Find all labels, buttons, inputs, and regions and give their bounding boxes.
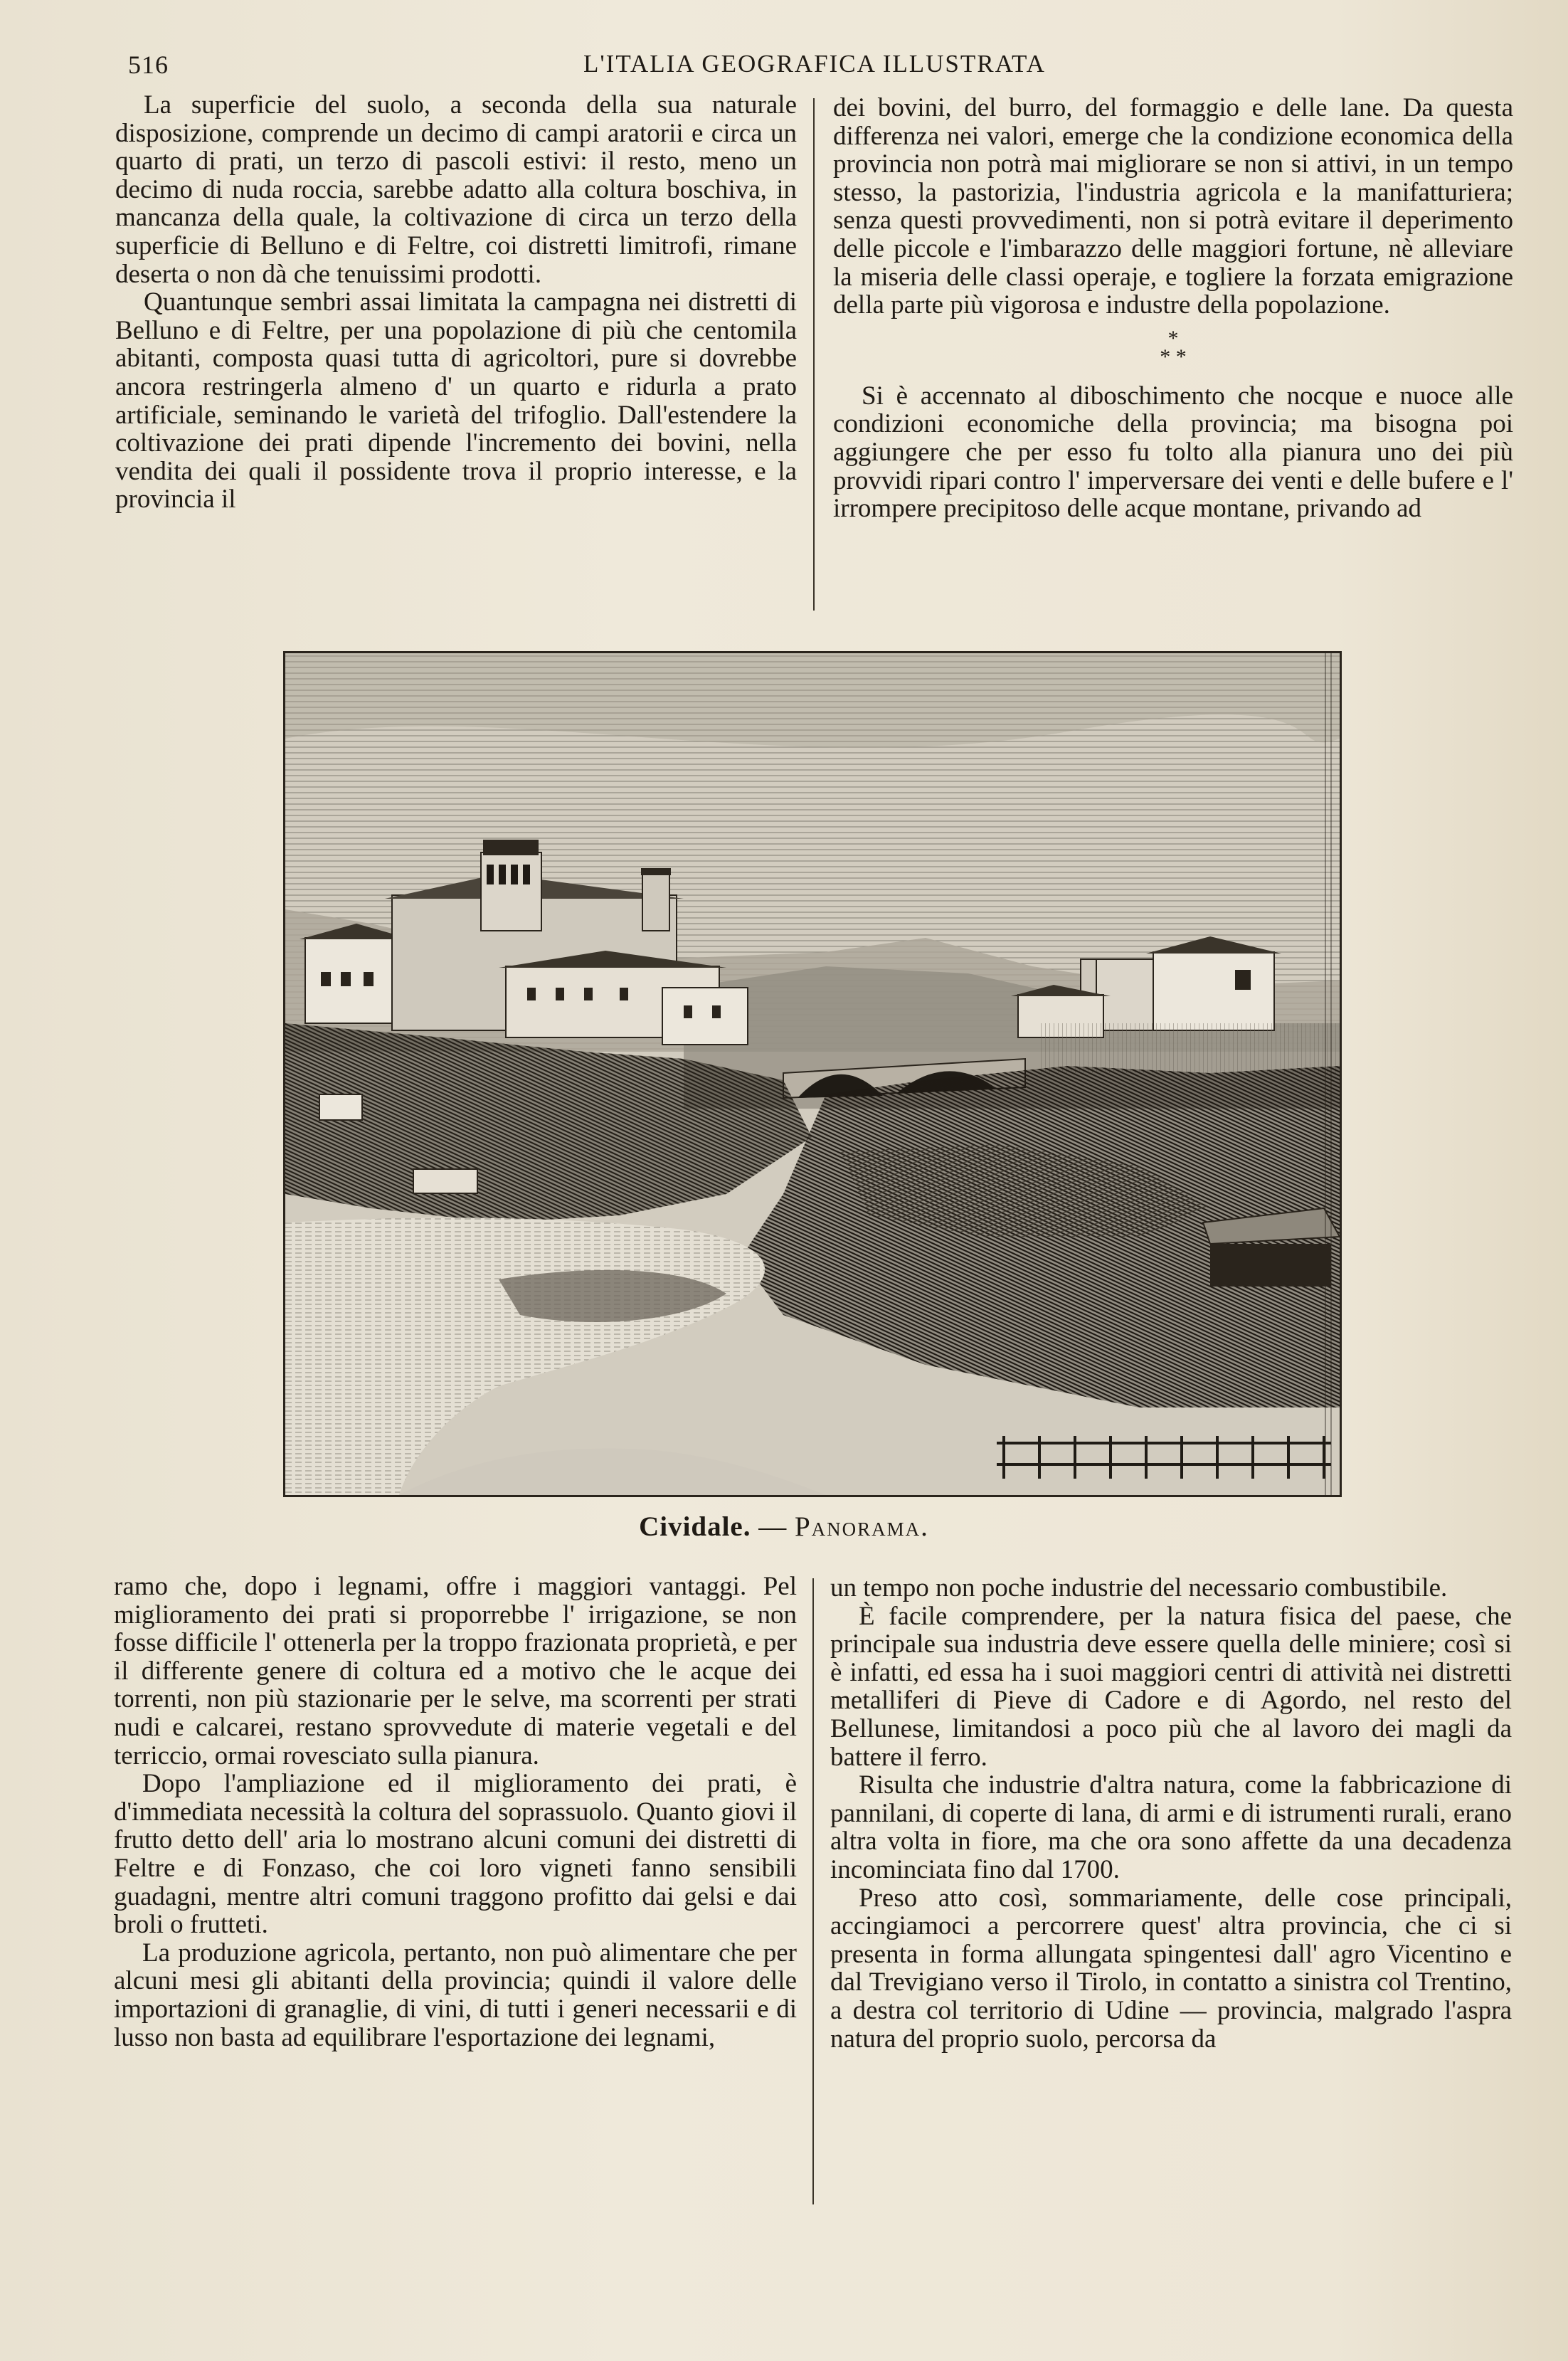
paragraph: La produzione agricola, pertanto, non può alimentare che per alcuni mesi gli abitanti della provincia; quindi il valore delle importazioni di granaglie, di vini, di tutti i generi necessarii e di lusso non basta ad equilibrare l'esportazione dei legnami, — [114, 1938, 797, 2052]
paragraph: Si è accennato al diboschimento che nocque e nuoce alle condizioni economiche della provincia; ma bisogna poi aggiungere che per esso fu tolto alla pianura uno dei più provvidi ripari contro l' imperversare dei venti e delle bufere e l' irrompere precipitoso delle acque montane, privando ad — [833, 381, 1513, 524]
running-title: L'ITALIA GEOGRAFICA ILLUSTRATA — [583, 50, 1046, 78]
caption-dash: — — [751, 1511, 795, 1542]
caption-subject: Panorama. — [794, 1511, 929, 1542]
cividale-panorama-engraving — [283, 651, 1342, 1497]
paragraph: Dopo l'ampliazione ed il miglioramento dei prati, è d'immediata necessità la coltura del soprassuolo. Quanto giovi il frutto detto dell' aria lo mostrano alcuni comuni dei distretti di Feltre e di Fonzaso, che coi loro vigneti fanno sensibili guadagni, mentre altri comuni traggono profitto dai gelsi e dai broli o frutteti. — [114, 1769, 797, 1940]
column-top-left — [115, 91, 797, 514]
page-header — [128, 44, 1046, 87]
column-top-right — [833, 94, 1513, 523]
column-rule — [813, 98, 815, 611]
paragraph: La superficie del suolo, a seconda della sua naturale disposizione, comprende un decimo di campi aratorii e circa un quarto di prati, un terzo di pascoli estivi: il resto, meno un decimo di nuda roccia, sarebbe adatto alla coltura boschiva, in mancanza della quale, la coltivazione di circa un terzo della superficie di Belluno e di Feltre, coi distretti limitrofi, rimane deserta o non dà che tenuissimi prodotti. — [115, 90, 797, 289]
paragraph: ramo che, dopo i legnami, offre i maggiori vantaggi. Pel miglioramento dei prati si proporrebbe l' irrigazione, se non fosse difficile l' ottenerla per la troppo frazionata proprietà, e per il differente genere di coltura ed a motivo che le acque dei torrenti, non più stazionarie per le selve, ma scorrenti per strati nudi e calcarei, restano sprovvedute di materie vegetali e del terriccio, ormai rovesciato sulla pianura. — [114, 1572, 797, 1770]
asterism: * * * — [1160, 326, 1187, 369]
paragraph: È facile comprendere, per la natura fisica del paese, che principale sua industria deve essere quella delle miniere; così si è infatti, ed essa ha i suoi maggiori centri di attività nei distretti metalliferi di Pieve di Cadore e di Agordo, nel resto del Bellunese, limitandosi a poco più che al lavoro dei magli da battere il ferro. — [830, 1601, 1512, 1772]
paragraph: Risulta che industrie d'altra natura, come la fabbricazione di pannilani, di coperte di lana, di armi e di istrumenti rurali, erano altra volta in fiore, ma che ora sono affette da una decadenza incominciata fino dal 1700. — [830, 1770, 1512, 1884]
column-rule — [812, 1578, 814, 2204]
column-bottom-right — [830, 1574, 1512, 2053]
column-bottom-left — [114, 1573, 797, 2051]
paragraph: un tempo non poche industrie del necessario combustibile. — [830, 1573, 1448, 1602]
paragraph: Quantunque sembri assai limitata la campagna nei distretti di Belluno e di Feltre, per una popolazione di più che centomila abitanti, composta quasi tutta di agricoltori, pure si dovrebbe ancora restringerla almeno d' un quarto e ridurla a prato artificiale, seminando le varietà del trifoglio. Dall'estendere la coltivazione dei prati dipende l'incremento dei bovini, nella vendita dei quali il possidente trova il proprio interesse, e la provincia il — [115, 287, 797, 514]
page-number: 516 — [128, 51, 169, 79]
paragraph: Preso atto così, sommariamente, delle cose principali, accingiamoci a percorrere quest' altra provincia, che ci si presenta in forma allungata spingentesi dall' agro Vicentino e dal Trevigiano verso il Tirolo, in contatto a sinistra col Trentino, a destra col territorio di Udine — provincia, malgrado l'aspra natura del proprio suolo, percorsa da — [830, 1883, 1512, 2054]
caption-place: Cividale. — [639, 1511, 751, 1542]
figure-caption — [0, 1511, 1568, 1543]
paragraph: dei bovini, del burro, del formaggio e delle lane. Da questa differenza nei valori, emerge che la condizione economica della provincia non potrà mai migliorare se non si attivi, in un tempo stesso, la pastorizia, l'industria agricola e la manifatturiera; senza questi provvedimenti, non si potrà evitare il deperimento delle piccole e l'imbarazzo delle maggiori fortune, nè alleviare la miseria delle classi operaje, e togliere la forzata emigrazione della parte più vigorosa e industre della popolazione. — [833, 93, 1513, 320]
